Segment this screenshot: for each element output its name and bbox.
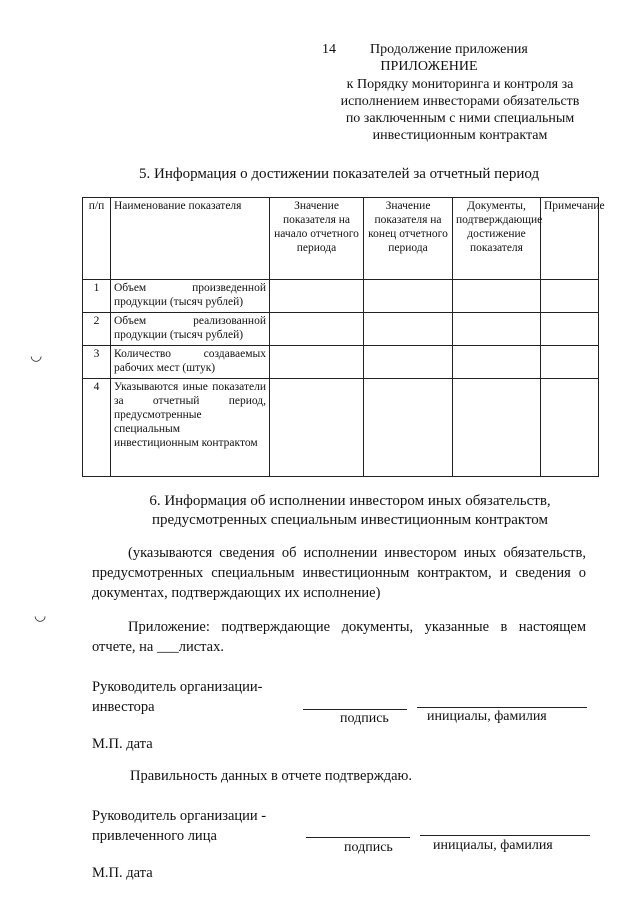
row-number: 3 [83,346,111,379]
attachment-note: Приложение: подтверждающие документы, указанные в настоящем отчете, на ___листах. [92,619,586,655]
col-header-end-value: Значение показателя на конец отчетного периода [364,198,453,280]
row-indicator-name: Указываются иные показатели за отчетный период, предусмотренные специальным инвестиционным контрактом [111,379,270,477]
cell-start-value [270,379,364,477]
section6-title-line: 6. Информация об исполнении инвестором иных обязательств, [149,493,551,509]
cell-start-value [270,346,364,379]
cell-documents [453,280,541,313]
col-header-indicator-name: Наименование показателя [111,198,270,280]
col-header-number: п/п [83,198,111,280]
cell-note [541,280,599,313]
investor-head-label [92,677,312,717]
investor-head-line: Руководитель организации- [92,679,263,695]
table-header-row [83,198,599,280]
col-header-note: Примечание [541,198,599,280]
confirmation-text: Правильность данных в отчете подтверждаю. [130,768,412,784]
indicators-table [82,197,605,477]
row-indicator-name: Объем произведенной продукции (тысяч рублей) [111,280,270,313]
col-header-start-value: Значение показателя на начало отчетного периода [270,198,364,280]
margin-mark: ◡ [30,349,43,364]
section6-paragraph: (указываются сведения об исполнении инвестором иных обязательств, предусмотренных специальным инвестиционным контрактом, и сведения о документах, подтверждающих их исполнение) [92,545,586,601]
continuation-label: Продолжение приложения [370,42,528,57]
table-row [83,280,599,313]
ref-line: исполнением инвесторами обязательств [340,94,580,109]
cell-note [541,346,599,379]
cell-start-value [270,313,364,346]
cell-end-value [364,313,453,346]
col-header-documents: Документы, подтверждающие достижение показателя [453,198,541,280]
row-indicator-name: Количество создаваемых рабочих мест (штук) [111,346,270,379]
cell-end-value [364,379,453,477]
table-row [83,346,599,379]
attracted-head-label [92,806,312,846]
signature-line [306,837,410,838]
table-row [83,379,599,477]
appendix-reference [318,76,602,144]
initials-caption: инициалы, фамилия [427,709,547,724]
ref-line: инвестиционным контрактам [372,128,548,143]
row-indicator-name: Объем реализованной продукции (тысяч рублей) [111,313,270,346]
cell-note [541,313,599,346]
margin-mark: ◡ [34,609,47,624]
investor-head-line: инвестора [92,699,155,715]
signature-line [303,709,407,710]
cell-note [541,379,599,477]
row-number: 2 [83,313,111,346]
attracted-head-line: привлеченного лица [92,828,217,844]
table-row [83,313,599,346]
cell-end-value [364,346,453,379]
attracted-head-line: Руководитель организации - [92,808,267,824]
appendix-label: ПРИЛОЖЕНИЕ [380,59,478,74]
section5-title: 5. Информация о достижении показателей за отчетный период [139,166,540,182]
signature-caption: подпись [340,711,389,726]
ref-line: по заключенным с ними специальным [345,111,575,126]
section6-title [120,492,580,530]
initials-line [420,835,590,836]
cell-documents [453,313,541,346]
initials-caption: инициалы, фамилия [433,838,553,853]
cell-documents [453,379,541,477]
cell-start-value [270,280,364,313]
stamp-date-label: М.П. дата [92,865,153,881]
initials-line [417,707,587,708]
signature-caption: подпись [344,840,393,855]
row-number: 1 [83,280,111,313]
ref-line: к Порядку мониторинга и контроля за [346,77,574,92]
page-number: 14 [322,42,336,57]
cell-documents [453,346,541,379]
section6-title-line: предусмотренных специальным инвестиционным контрактом [151,512,549,528]
cell-end-value [364,280,453,313]
row-number: 4 [83,379,111,477]
stamp-date-label: М.П. дата [92,736,153,752]
